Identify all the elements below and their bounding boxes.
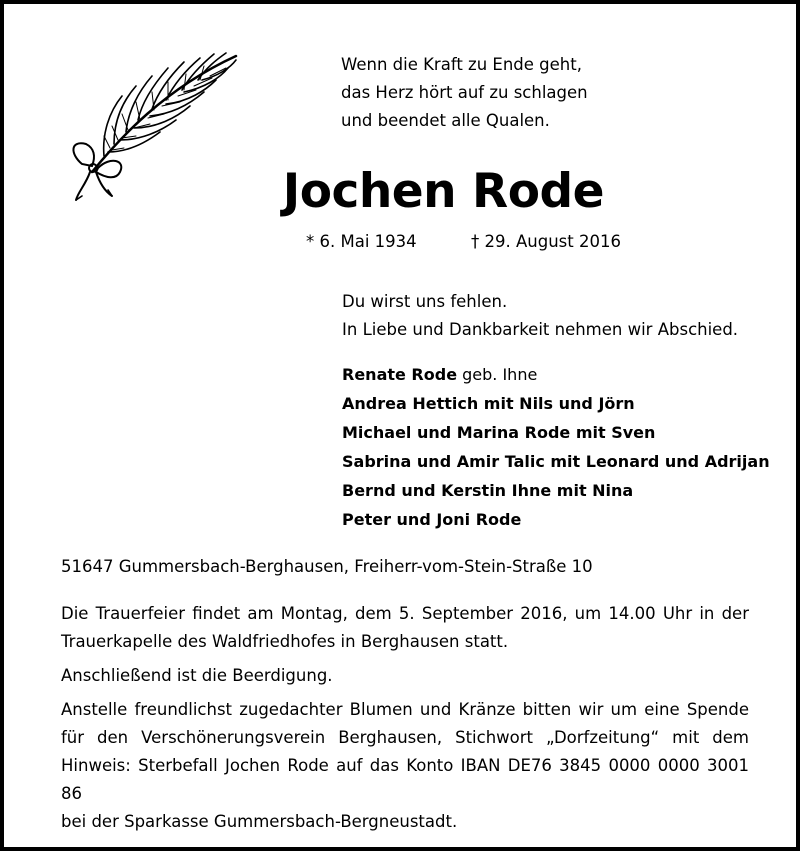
- deceased-name-row: [4, 164, 764, 219]
- donation-notice: [61, 696, 749, 836]
- mourners-list: [342, 360, 770, 534]
- mourner-name: Renate Rode: [342, 365, 458, 384]
- burial-notice: Anschließend ist die Beerdigung.: [61, 666, 333, 685]
- farewell-line: Du wirst uns fehlen.: [342, 292, 508, 311]
- poem-line: und beendet alle Qualen.: [341, 111, 550, 130]
- mourner-entry: Michael und Marina Rode mit Sven: [342, 423, 656, 442]
- mourner-entry: Sabrina und Amir Talic mit Leonard und Adrijan: [342, 452, 770, 471]
- donation-line: Anstelle freundlichst zugedachter Blumen und Kränze bitten wir um eine Spende: [61, 700, 749, 719]
- donation-line: für den Verschönerungsverein Berghausen, Stichwort „Dorfzeitung“ mit dem: [61, 728, 749, 747]
- poem: [341, 51, 588, 135]
- poem-line: das Herz hört auf zu schlagen: [341, 83, 588, 102]
- birth-date: * 6. Mai 1934: [306, 232, 417, 251]
- ceremony-line: Trauerkapelle des Waldfriedhofes in Berghausen statt.: [61, 632, 509, 651]
- mourner-entry: Bernd und Kerstin Ihne mit Nina: [342, 481, 634, 500]
- poem-line: Wenn die Kraft zu Ende geht,: [341, 55, 582, 74]
- family-address: 51647 Gummersbach-Berghausen, Freiherr-vom-Stein-Straße 10: [61, 557, 593, 576]
- mourner-entry: [342, 360, 770, 389]
- deceased-name: Jochen Rode: [282, 164, 604, 219]
- ceremony-notice: [61, 600, 749, 656]
- farewell-line: In Liebe und Dankbarkeit nehmen wir Abschied.: [342, 320, 739, 339]
- death-date: † 29. August 2016: [471, 232, 621, 251]
- farewell-text: [342, 288, 738, 344]
- donation-line: Hinweis: Sterbefall Jochen Rode auf das Konto IBAN DE76 3845 0000 0000 3001 86: [61, 756, 749, 803]
- mourner-entry: Peter und Joni Rode: [342, 510, 522, 529]
- mourner-entry: Andrea Hettich mit Nils und Jörn: [342, 394, 635, 413]
- donation-line: bei der Sparkasse Gummersbach-Bergneustadt.: [61, 812, 458, 831]
- ceremony-line: Die Trauerfeier findet am Montag, dem 5. September 2016, um 14.00 Uhr in der: [61, 604, 749, 623]
- mourner-maiden-name: geb. Ihne: [457, 365, 538, 384]
